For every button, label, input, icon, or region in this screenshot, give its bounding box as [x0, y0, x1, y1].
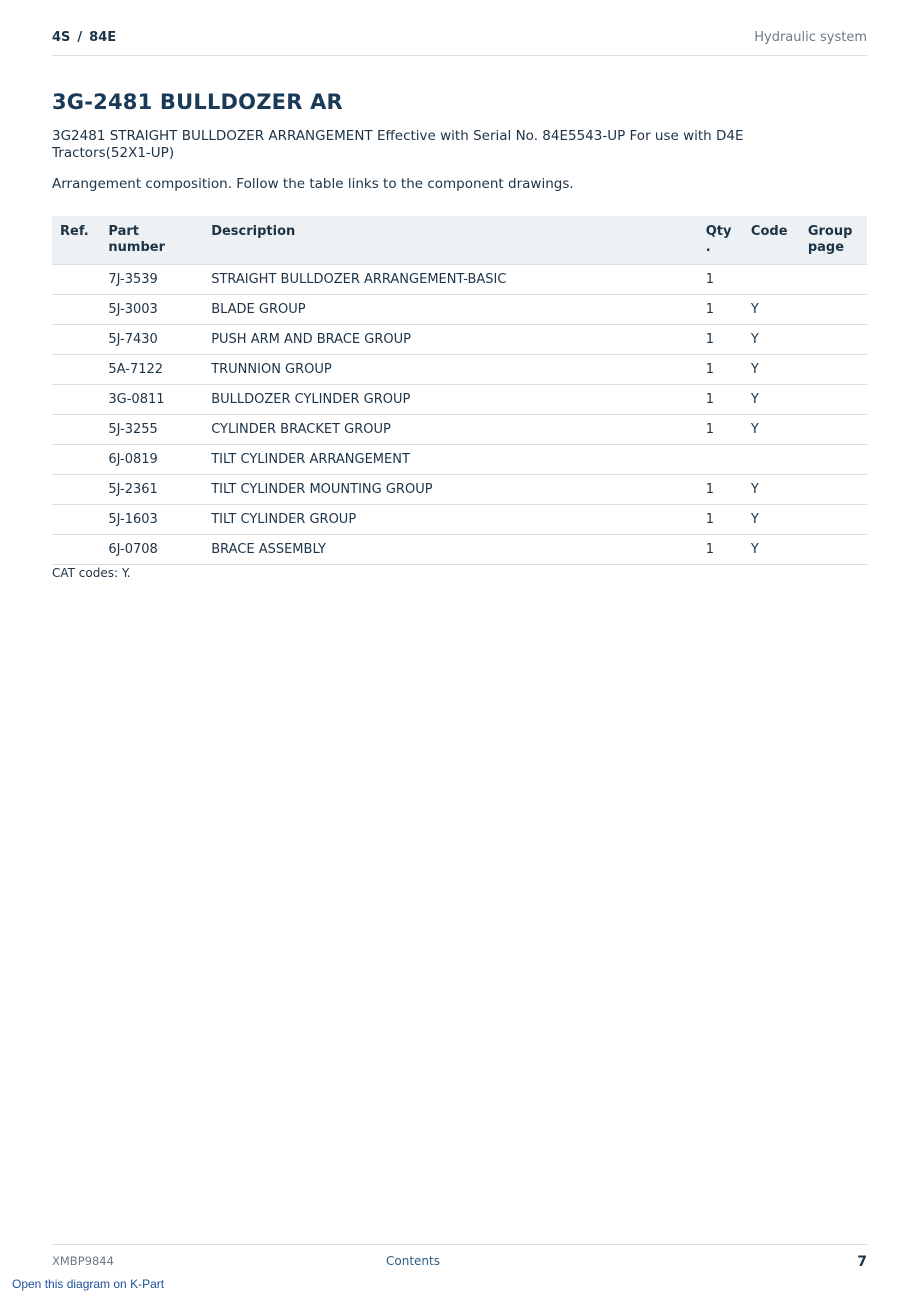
cell-qty [698, 445, 743, 475]
cell-qty: 1 [698, 475, 743, 505]
cell-description: CYLINDER BRACKET GROUP [203, 415, 698, 445]
cell-ref [52, 325, 100, 355]
cell-group-page [800, 415, 867, 445]
parts-table [52, 216, 867, 565]
column-header-ref: Ref. [52, 216, 100, 265]
cell-group-page [800, 265, 867, 295]
cell-code: Y [743, 535, 800, 565]
cell-description: TRUNNION GROUP [203, 355, 698, 385]
table-row [52, 295, 867, 325]
cell-qty: 1 [698, 265, 743, 295]
table-row [52, 325, 867, 355]
cell-description: TILT CYLINDER ARRANGEMENT [203, 445, 698, 475]
column-header-part-number: Part number [100, 216, 203, 265]
cell-qty: 1 [698, 535, 743, 565]
page-footer [52, 1244, 867, 1275]
cell-description: PUSH ARM AND BRACE GROUP [203, 325, 698, 355]
cell-code: Y [743, 505, 800, 535]
cell-qty: 1 [698, 505, 743, 535]
cell-code: Y [743, 415, 800, 445]
open-on-kpart-link[interactable]: Open this diagram on K-Part [12, 1277, 165, 1291]
column-header-group-page: Group page [800, 216, 867, 265]
cell-qty: 1 [698, 355, 743, 385]
cell-group-page [800, 535, 867, 565]
table-row [52, 265, 867, 295]
cell-ref [52, 415, 100, 445]
column-header-qty: Qty . [698, 216, 743, 265]
arrangement-subtitle: 3G2481 STRAIGHT BULLDOZER ARRANGEMENT Effective with Serial No. 84E5543-UP For use with D4E Tractors(52X1-UP) [52, 128, 744, 161]
table-row [52, 505, 867, 535]
cell-ref [52, 265, 100, 295]
cell-qty: 1 [698, 385, 743, 415]
cell-ref [52, 295, 100, 325]
contents-link[interactable]: Contents [386, 1254, 440, 1268]
breadcrumb [52, 30, 116, 45]
cell-group-page [800, 475, 867, 505]
cell-part-number: 5J-3255 [100, 415, 203, 445]
column-header-code: Code [743, 216, 800, 265]
document-id: XMBP9844 [52, 1254, 114, 1268]
cell-ref [52, 505, 100, 535]
cell-group-page [800, 295, 867, 325]
cell-part-number: 6J-0708 [100, 535, 203, 565]
cell-code: Y [743, 295, 800, 325]
cell-part-number: 5J-1603 [100, 505, 203, 535]
cell-part-number: 5J-2361 [100, 475, 203, 505]
cell-ref [52, 535, 100, 565]
cell-group-page [800, 445, 867, 475]
cell-description: BULLDOZER CYLINDER GROUP [203, 385, 698, 415]
cell-description: TILT CYLINDER MOUNTING GROUP [203, 475, 698, 505]
cat-codes-note: CAT codes: Y. [52, 566, 131, 580]
cell-part-number: 5J-3003 [100, 295, 203, 325]
cell-qty: 1 [698, 415, 743, 445]
cell-qty: 1 [698, 325, 743, 355]
cell-code [743, 445, 800, 475]
cell-code [743, 265, 800, 295]
cell-description: BLADE GROUP [203, 295, 698, 325]
cell-group-page [800, 505, 867, 535]
cell-ref [52, 445, 100, 475]
cell-group-page [800, 325, 867, 355]
cell-code: Y [743, 475, 800, 505]
cell-ref [52, 385, 100, 415]
section-name: Hydraulic system [754, 30, 867, 45]
cell-ref [52, 475, 100, 505]
breadcrumb-model: 4S [52, 30, 71, 45]
cell-group-page [800, 355, 867, 385]
cell-code: Y [743, 355, 800, 385]
page-title: 3G-2481 BULLDOZER AR [52, 90, 343, 114]
cell-part-number: 6J-0819 [100, 445, 203, 475]
breadcrumb-serial-prefix: 84E [89, 30, 117, 45]
column-header-description: Description [203, 216, 698, 265]
table-row [52, 385, 867, 415]
table-row [52, 415, 867, 445]
cell-code: Y [743, 385, 800, 415]
table-row [52, 445, 867, 475]
table-row [52, 535, 867, 565]
cell-code: Y [743, 325, 800, 355]
cell-description: BRACE ASSEMBLY [203, 535, 698, 565]
cell-description: STRAIGHT BULLDOZER ARRANGEMENT-BASIC [203, 265, 698, 295]
table-header-row [52, 216, 867, 265]
intro-text: Arrangement composition. Follow the table links to the component drawings. [52, 176, 574, 192]
cell-part-number: 5J-7430 [100, 325, 203, 355]
cell-group-page [800, 385, 867, 415]
breadcrumb-separator: / [77, 30, 83, 45]
page-header [52, 28, 867, 56]
table-row [52, 355, 867, 385]
cell-ref [52, 355, 100, 385]
cell-part-number: 3G-0811 [100, 385, 203, 415]
cell-part-number: 7J-3539 [100, 265, 203, 295]
cell-description: TILT CYLINDER GROUP [203, 505, 698, 535]
table-row [52, 475, 867, 505]
page-number: 7 [857, 1254, 867, 1270]
cell-qty: 1 [698, 295, 743, 325]
cell-part-number: 5A-7122 [100, 355, 203, 385]
